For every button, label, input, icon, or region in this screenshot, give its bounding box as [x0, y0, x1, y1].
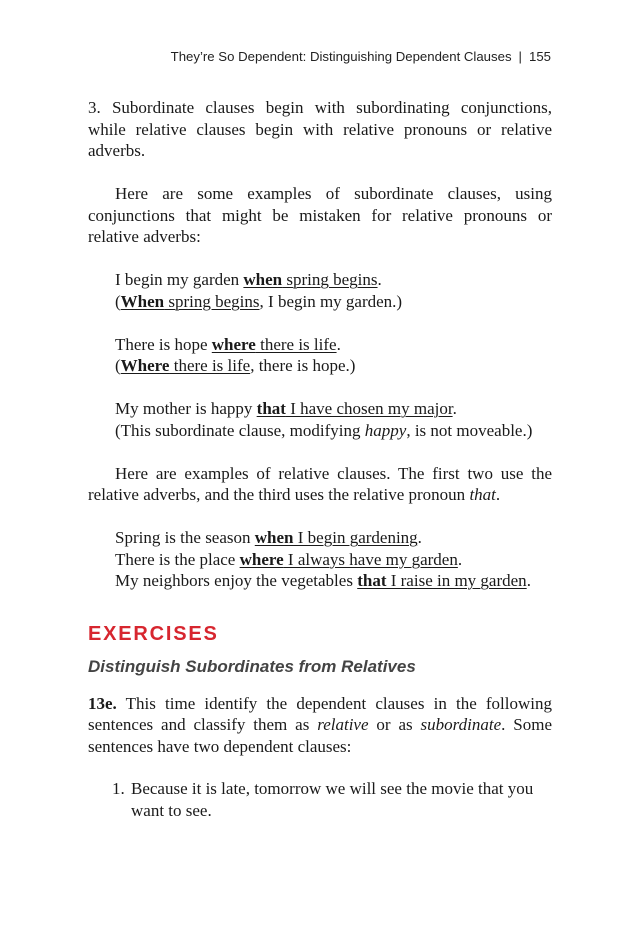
example-line: Spring is the season when I begin gardening. — [115, 528, 422, 547]
exercises-subheading: Distinguish Subordinates from Relatives — [88, 656, 416, 676]
paragraph-rule-3: 3. Subordinate clauses begin with subordinating conjunctions, while relative clauses begin with relative pronouns or relative adverbs. — [88, 98, 552, 160]
example-line: (This subordinate clause, modifying happy, is not moveable.) — [115, 420, 533, 440]
page-number: 155 — [528, 49, 551, 64]
running-head-title: They’re So Dependent: Distinguishing Dependent Clauses — [170, 49, 512, 64]
subordinate-examples — [88, 269, 552, 441]
paragraph-subordinate-intro: Here are some examples of subordinate clauses, using conjunctions that might be mistaken for relative pronouns or relative adverbs: — [88, 184, 552, 246]
example-line: My mother is happy that I have chosen my major. — [115, 399, 457, 418]
exercise-label: 13e. — [88, 693, 117, 713]
example-line: There is the place where I always have my garden. — [115, 549, 463, 569]
relative-examples — [88, 527, 552, 592]
page-body — [88, 97, 552, 821]
example-line: My neighbors enjoy the vegetables that I raise in my garden. — [115, 571, 531, 590]
running-head-separator: | — [518, 49, 522, 64]
list-item-text: Because it is late, tomorrow we will see the movie that you want to see. — [131, 779, 534, 820]
running-head — [171, 49, 551, 64]
paragraph-relative-intro: Here are examples of relative clauses. The first two use the relative adverbs, and the third uses the relative pronoun that. — [88, 463, 552, 504]
example-line: There is hope where there is life. — [115, 334, 341, 354]
example-line: (Where there is life, there is hope.) — [115, 356, 356, 375]
exercise-list — [88, 778, 552, 821]
list-item — [112, 778, 552, 821]
exercises-heading: EXERCISES — [88, 622, 219, 645]
list-item-number: 1. — [112, 779, 125, 798]
example-line: I begin my garden when spring begins. — [115, 270, 382, 289]
example-line: (When spring begins, I begin my garden.) — [115, 291, 403, 311]
exercise-instructions: 13e. This time identify the dependent clauses in the following sentences and classify them as relative or as subordinate. Some sentences have two dependent clauses: — [88, 693, 552, 756]
